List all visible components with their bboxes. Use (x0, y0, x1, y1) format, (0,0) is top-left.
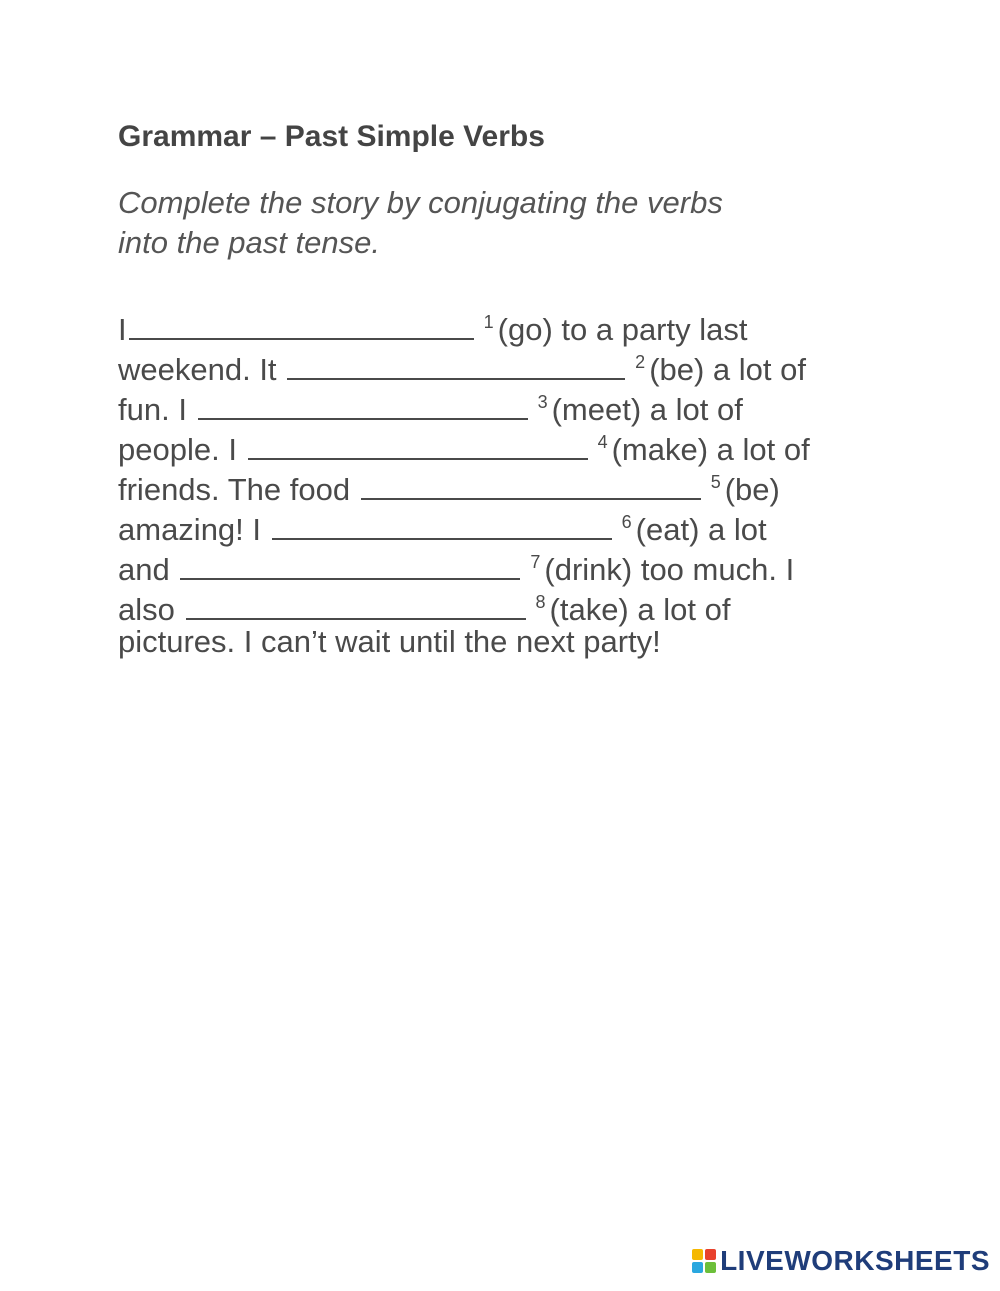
story-line (118, 422, 898, 467)
story-text: (take) a lot of (549, 592, 731, 627)
story-line (118, 462, 898, 507)
story-text: I (118, 312, 127, 347)
answer-blank-5[interactable] (361, 472, 701, 500)
logo-square (692, 1262, 703, 1273)
story-text: also (118, 592, 175, 627)
story-text: pictures. I can’t wait until the next party! (118, 624, 661, 659)
story-line (118, 502, 898, 547)
logo-square (705, 1262, 716, 1273)
answer-blank-3[interactable] (198, 392, 528, 420)
story-text: (eat) a lot (635, 512, 767, 547)
instructions-line: Complete the story by conjugating the verbs (118, 185, 723, 220)
blank-number: 7 (530, 552, 541, 572)
story-line (118, 582, 898, 627)
instructions (118, 183, 878, 263)
liveworksheets-logo (692, 1241, 990, 1281)
blank-number: 1 (483, 312, 494, 332)
answer-blank-7[interactable] (180, 552, 520, 580)
blank-number: 6 (621, 512, 632, 532)
logo-square (705, 1249, 716, 1260)
blank-number: 2 (635, 352, 646, 372)
story-text: (drink) too much. I (544, 552, 795, 587)
logo-text: LIVEWORKSHEETS (720, 1245, 990, 1276)
story-text: weekend. It (118, 352, 277, 387)
story-text: (meet) a lot of (551, 392, 743, 427)
story-line (118, 542, 898, 587)
blank-number: 4 (597, 432, 608, 452)
story-line (118, 382, 898, 427)
logo-square (692, 1249, 703, 1260)
blank-number: 8 (535, 592, 546, 612)
instructions-line: into the past tense. (118, 225, 380, 260)
story-text: fun. I (118, 392, 187, 427)
story-text: people. I (118, 432, 237, 467)
answer-blank-8[interactable] (186, 592, 526, 620)
answer-blank-4[interactable] (248, 432, 588, 460)
story-text: friends. The food (118, 472, 351, 507)
story-line (118, 302, 898, 347)
answer-blank-2[interactable] (287, 352, 625, 380)
blank-number: 3 (537, 392, 548, 412)
story-line (118, 622, 898, 662)
answer-blank-6[interactable] (272, 512, 612, 540)
story-line (118, 342, 898, 387)
story-text: (make) a lot of (611, 432, 810, 467)
story-text: amazing! I (118, 512, 262, 547)
story-text: (go) to a party last (497, 312, 748, 347)
answer-blank-1[interactable] (129, 312, 474, 340)
blank-number: 5 (710, 472, 721, 492)
logo-mark-icon (692, 1249, 716, 1273)
story-text: (be) (724, 472, 780, 507)
story-text: and (118, 552, 170, 587)
worksheet-title: Grammar – Past Simple Verbs (118, 120, 545, 153)
story-text: (be) a lot of (649, 352, 806, 387)
story-paragraph (118, 302, 898, 662)
